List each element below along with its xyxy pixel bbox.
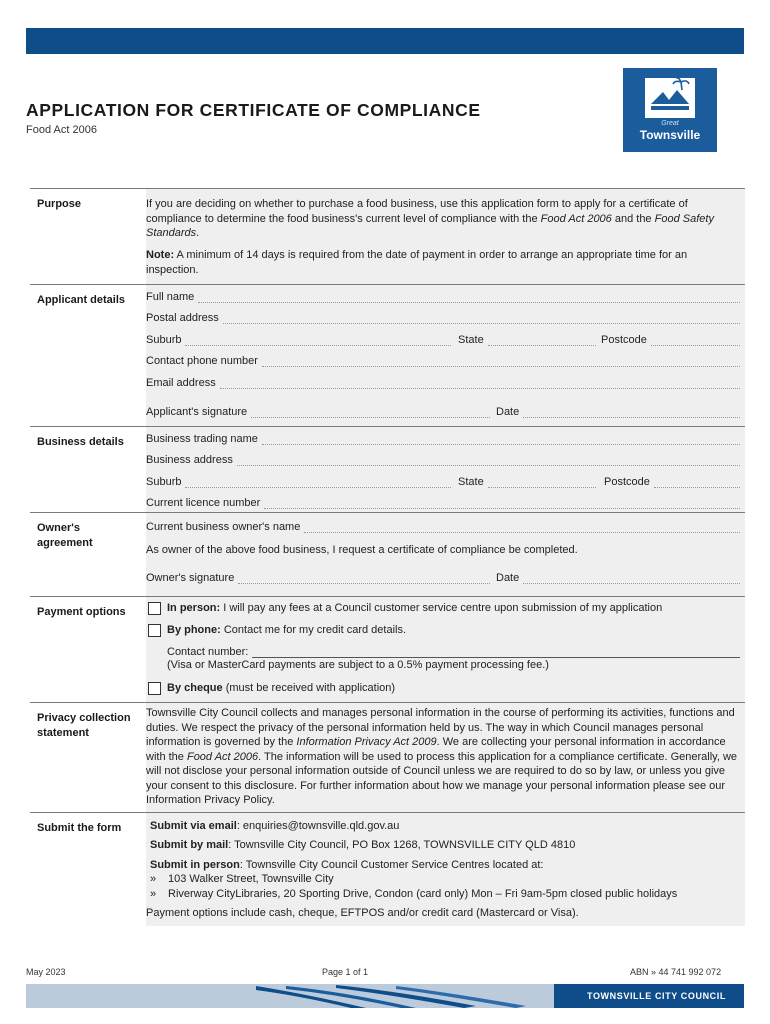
section-content [146,813,745,926]
logo-great: Great [661,120,679,127]
field-label: Current licence number [146,497,261,509]
field-label: Business address [146,454,233,466]
section-content [146,285,745,426]
field-label: Current business owner's name [146,521,301,533]
email-field[interactable] [146,375,740,389]
footer-date: May 2023 [26,967,66,977]
townsville-logo [623,68,717,152]
header-bar [26,28,744,54]
option-text: : Townsville City Council, PO Box 1268, TOWNSVILLE CITY QLD 4810 [228,839,576,851]
field-label: Applicant's signature [146,406,248,418]
option-text: (must be received with application) [222,682,396,694]
field-label: Postal address [146,312,219,324]
input-line [262,435,740,445]
applicant-signature-field[interactable] [146,404,490,418]
submit-email [150,819,739,834]
section-business [30,426,745,512]
field-label: Contact number: [167,646,249,658]
in-person-checkbox[interactable] [148,602,161,615]
section-label: Payment options [37,606,126,618]
by-cheque-option [167,681,395,695]
section-submit [30,812,745,926]
phone-field[interactable] [146,353,740,367]
footer-abn: ABN » 44 741 992 072 [630,967,722,977]
input-line [251,408,490,418]
text-run-italic: Food Safety Standards [146,212,714,239]
business-suburb-field[interactable] [146,474,451,488]
input-line [488,336,596,346]
input-line [523,408,740,418]
option-text: I will pay any fees at a Council customer service centre upon submission of my application [220,602,663,614]
option-bold: Submit via email [150,820,237,832]
owner-statement: As owner of the above food business, I request a certificate of compliance be completed. [146,544,578,556]
page-title: APPLICATION FOR CERTIFICATE OF COMPLIANCE [26,100,481,120]
palm-tree-icon [643,74,697,120]
field-label: Owner's signature [146,572,235,584]
section-label: Purpose [37,198,82,210]
input-line [223,314,740,324]
card-fee-note: (Visa or MasterCard payments are subject to a 0.5% payment processing fee.) [167,659,549,671]
text-run: . We are collecting your personal information in accordance with the [146,736,726,763]
field-label: Date [496,406,520,418]
input-line [198,293,740,303]
in-person-option [167,601,662,615]
input-line [185,336,451,346]
contact-number-field[interactable] [167,644,740,658]
payment-methods-note: Payment options include cash, cheque, EFTPOS and/or credit card (Mastercard or Visa). [146,907,579,919]
field-label: Email address [146,377,216,389]
submit-mail [150,838,739,853]
option-bold: By cheque [167,682,223,694]
section-content [146,597,745,702]
text-run: and the [611,212,655,225]
location-1: 103 Walker Street, Townsville City [168,873,334,885]
purpose-note [146,248,739,277]
note-label: Note: [146,249,175,261]
submit-in-person [150,858,739,873]
field-label: Suburb [146,334,182,346]
footer-council-name: TOWNSVILLE CITY COUNCIL [587,991,726,1001]
field-label: State [458,334,484,346]
by-phone-option [167,623,406,637]
text-run: . [196,227,200,239]
section-label: Submit the form [37,822,122,834]
note-text: A minimum of 14 days is required from the date of payment in order to arrange an appropriate time for an inspection. [146,249,688,276]
field-label: Postcode [601,334,647,346]
business-state-field[interactable] [458,474,596,488]
input-line [264,499,740,509]
section-label: Business details [37,436,124,448]
option-bold: In person: [167,602,221,614]
field-label: State [458,476,484,488]
field-label: Full name [146,291,195,303]
input-line [238,574,490,584]
text-run: Townsville City Council collects and manages personal information in the course of performing its activities, functions and duties. We respect the privacy of the personal information held by us. The way in which Council manages personal information is governed by the [146,707,735,748]
input-line [488,478,596,488]
applicant-date-field[interactable] [496,404,740,418]
section-label: Owner's agreement [37,522,93,549]
section-content [146,703,745,812]
text-run: If you are deciding on whether to purchase a food business, use this application form to apply for a certificate of compliance to determine the food business's current level of compliance with the [146,198,688,225]
text-run: . The information will be used to process this application for a compliance certificate. Generally, we will not disclose your personal information outside of Council unless we are required to do so by law, or unless you give your consent to this disclosure. For further information about how we manage your personal information please see our Information Privacy Policy. [146,750,738,806]
owner-signature-field[interactable] [146,570,490,584]
section-content [146,427,745,512]
trading-name-field[interactable] [146,431,740,445]
text-run-italic: Food Act 2006 [540,212,612,225]
privacy-paragraph [146,706,739,808]
section-owner [30,512,745,596]
owner-date-field[interactable] [496,570,740,584]
by-cheque-checkbox[interactable] [148,682,161,695]
footer-page: Page 1 of 1 [322,967,369,977]
section-content [146,189,745,284]
input-line [220,379,740,389]
business-postcode-field[interactable] [604,474,740,488]
by-phone-checkbox[interactable] [148,624,161,637]
bullet-icon: » [150,888,157,900]
postcode-field[interactable] [601,332,740,346]
input-line [252,648,740,658]
suburb-field[interactable] [146,332,451,346]
owner-name-field[interactable] [146,519,740,533]
state-field[interactable] [458,332,596,346]
option-bold: Submit in person [150,859,240,871]
section-applicant [30,284,745,426]
section-content [146,513,745,596]
logo-townsville: Townsville [639,128,701,142]
input-line [304,523,740,533]
text-run-italic: Food Act 2006 [186,750,259,763]
full-name-field[interactable] [146,289,740,303]
section-privacy [30,702,745,812]
field-label: Contact phone number [146,355,258,367]
option-text[interactable]: : enquiries@townsville.qld.gov.au [236,820,400,832]
purpose-paragraph [146,197,739,241]
field-label: Date [496,572,520,584]
field-label: Suburb [146,476,182,488]
field-label: Postcode [604,476,650,488]
licence-number-field[interactable] [146,495,740,509]
business-address-field[interactable] [146,452,740,466]
section-purpose [30,188,745,284]
input-line [654,478,740,488]
footer-bar [26,984,744,1008]
text-run-italic: Information Privacy Act 2009 [296,736,437,748]
section-payment [30,596,745,702]
option-text: Contact me for my credit card details. [220,624,407,636]
postal-address-field[interactable] [146,310,740,324]
option-bold: Submit by mail [150,839,229,851]
option-bold: By phone: [167,624,221,636]
option-text: : Townsville City Council Customer Service Centres located at: [239,859,544,871]
field-label: Business trading name [146,433,258,445]
input-line [651,336,740,346]
section-label: Privacy collection statement [37,712,131,739]
input-line [262,357,740,367]
bullet-icon: » [150,873,157,885]
page-subtitle: Food Act 2006 [26,124,97,136]
location-2: Riverway CityLibraries, 20 Sporting Drive, Condon (card only) Mon – Fri 9am-5pm closed public holidays [168,888,678,900]
wave-stripes-icon [246,984,566,1008]
input-line [237,456,740,466]
section-label: Applicant details [37,294,126,306]
input-line [185,478,451,488]
input-line [523,574,740,584]
